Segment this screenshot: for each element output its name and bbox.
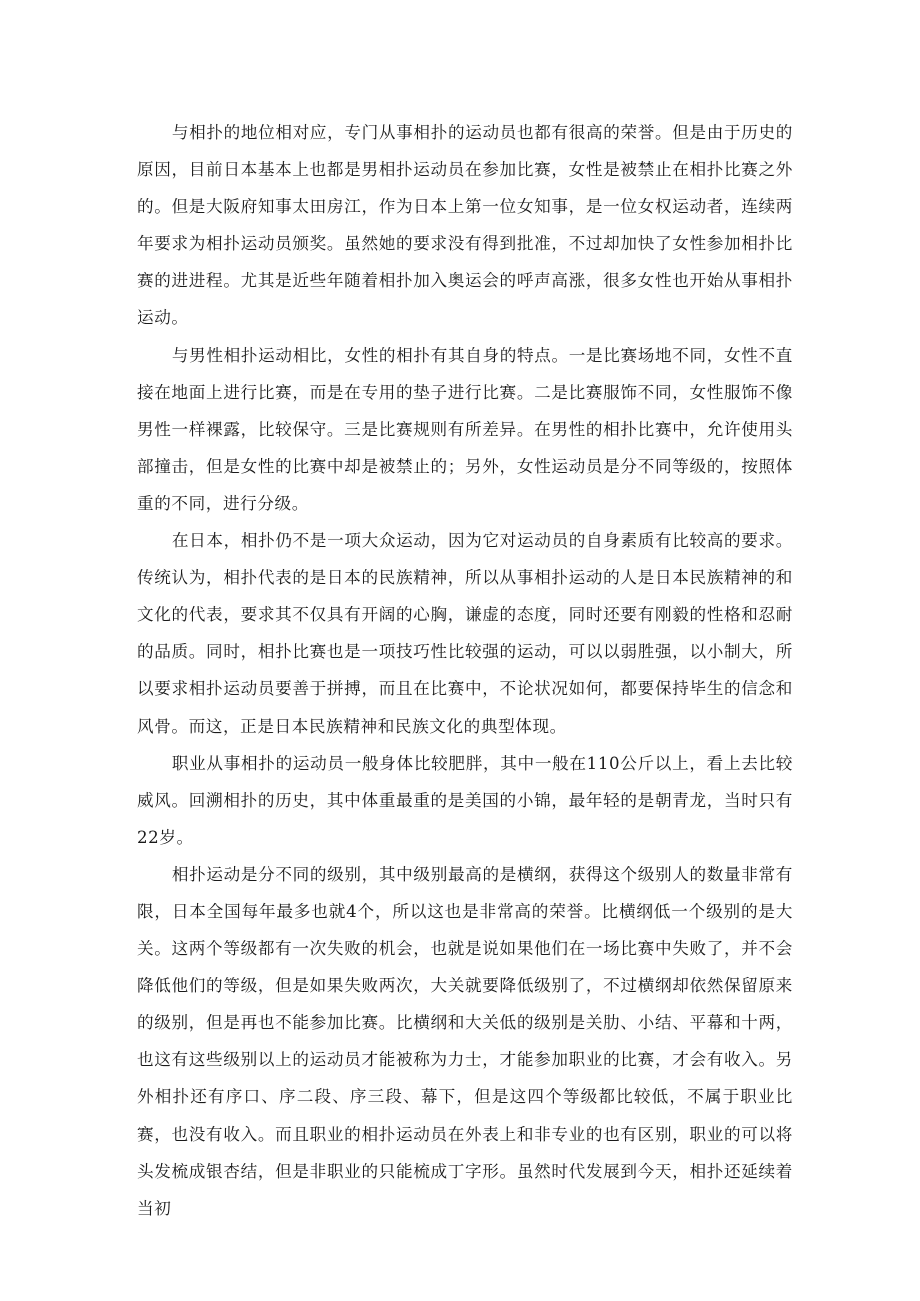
paragraph-body-weight: 职业从事相扑的运动员一般身体比较肥胖，其中一般在110公斤以上，看上去比较威风。回溯相扑的历史，其中体重最重的是美国的小锦，最年轻的是朝青龙，当时只有22岁。 (137, 753, 793, 847)
paragraph-women-features: 与男性相扑运动相比，女性的相扑有其自身的特点。一是比赛场地不同，女性不直接在地面上进行比赛，而是在专用的垫子进行比赛。二是比赛服饰不同，女性服饰不像男性一样裸露，比较保守。三是比赛规则有所差异。在男性的相扑比赛中，允许使用头部撞击，但是女性的比赛中却是被禁止的；另外，女性运动员是分不同等级的，按照体重的不同，进行分级。 (137, 345, 793, 513)
paragraph-women-honor: 与相扑的地位相对应，专门从事相扑的运动员也都有很高的荣誉。但是由于历史的原因，目前日本基本上也都是男相扑运动员在参加比赛，女性是被禁止在相扑比赛之外的。但是大阪府知事太田房江，作为日本上第一位女知事，是一位女权运动者，连续两年要求为相扑运动员颁奖。虽然她的要求没有得到批准，不过却加快了女性参加相扑比赛的进进程。尤其是近些年随着相扑加入奥运会的呼声高涨，很多女性也开始从事相扑运动。 (137, 123, 793, 328)
document-body (137, 114, 793, 1227)
paragraph-ranks: 相扑运动是分不同的级别，其中级别最高的是横纲，获得这个级别人的数量非常有限，日本全国每年最多也就4个，所以这也是非常高的荣誉。比横纲低一个级别的是大关。这两个等级都有一次失败的机会，也就是说如果他们在一场比赛中失败了，并不会降低他们的等级，但是如果失败两次，大关就要降低级别了，不过横纲却依然保留原来的级别，但是再也不能参加比赛。比横纲和大关低的级别是关肋、小结、平幕和十两，也这有这些级别以上的运动员才能被称为力士，才能参加职业的比赛，才会有收入。另外相扑还有序口、序二段、序三段、幕下，但是这四个等级都比较低，不属于职业比赛，也没有收入。而且职业的相扑运动员在外表上和非专业的也有区别，职业的可以将头发梳成银杏结，但是非职业的只能梳成丁字形。虽然时代发展到今天，相扑还延续着当初 (137, 864, 793, 1218)
paragraph-national-spirit: 在日本，相扑仍不是一项大众运动，因为它对运动员的自身素质有比较高的要求。传统认为，相扑代表的是日本的民族精神，所以从事相扑运动的人是日本民族精神的和文化的代表，要求其不仅具有开阔的心胸，谦虚的态度，同时还要有刚毅的性格和忍耐的品质。同时，相扑比赛也是一项技巧性比较强的运动，可以以弱胜强，以小制大，所以要求相扑运动员要善于拼搏，而且在比赛中，不论状况如何，都要保持毕生的信念和风骨。而这，正是日本民族精神和民族文化的典型体现。 (137, 531, 793, 736)
